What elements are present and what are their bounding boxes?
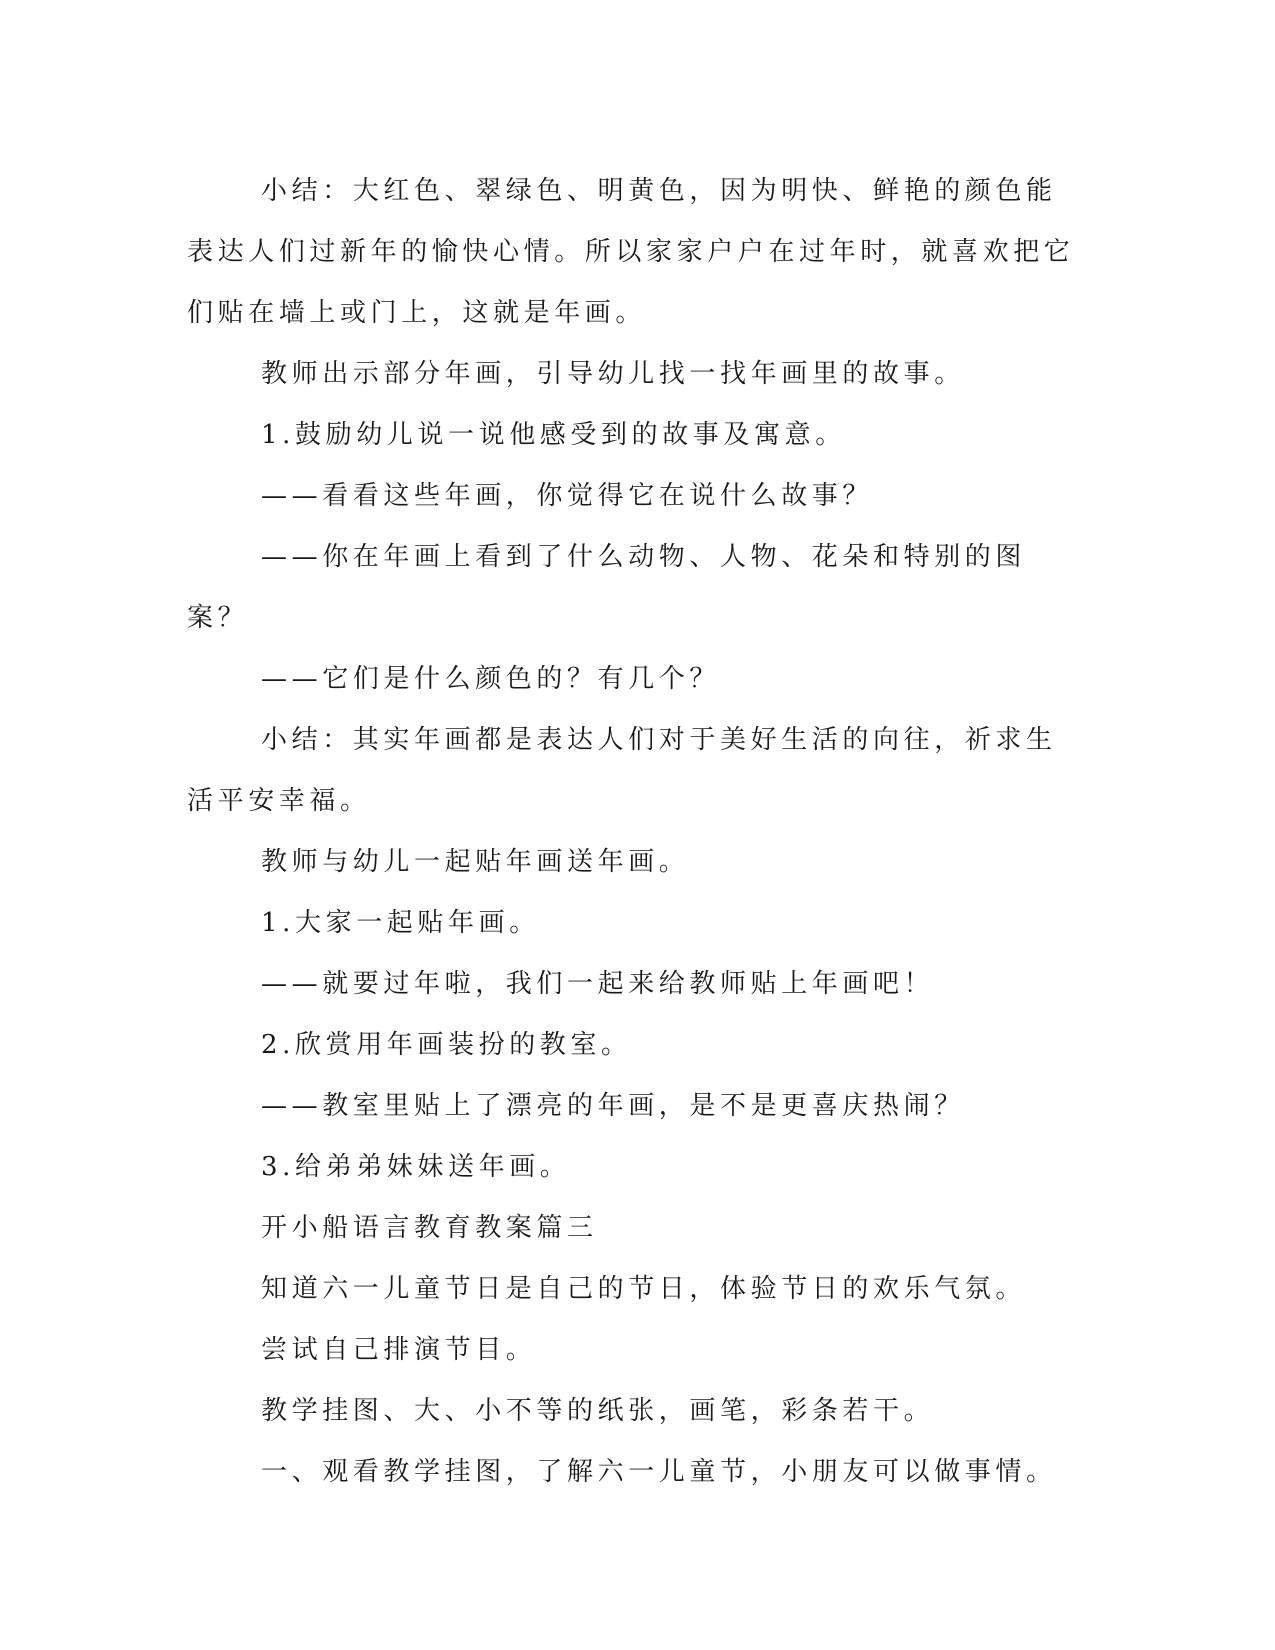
paragraph-step-give: 3.给弟弟妹妹送年画。: [261, 1152, 571, 1182]
paragraph-teacher-with-kids: 教师与幼儿一起贴年画送年画。: [261, 847, 690, 877]
paragraph-classroom: ——教室里贴上了漂亮的年画，是不是更喜庆热闹？: [261, 1091, 965, 1121]
paragraph-question-2: ——你在年画上看到了什么动物、人物、花朵和特别的图案？: [187, 542, 1027, 633]
paragraph-step-1: 1.鼓励幼儿说一说他感受到的故事及寓意。: [261, 420, 846, 450]
paragraph-materials: 教学挂图、大、小不等的纸张，画笔，彩条若干。: [261, 1396, 935, 1426]
paragraph-goal-1: 知道六一儿童节日是自己的节日，体验节日的欢乐气氛。: [261, 1274, 1027, 1304]
document-body: [187, 161, 1087, 1503]
paragraph-step-paste: 1.大家一起贴年画。: [261, 908, 540, 938]
paragraph-summary-colors: 小结：大红色、翠绿色、明黄色，因为明快、鲜艳的颜色能表达人们过新年的愉快心情。所以家家户户在过年时，就喜欢把它们贴在墙上或门上，这就是年画。: [187, 176, 1075, 328]
paragraph-goal-2: 尝试自己排演节目。: [261, 1335, 537, 1365]
paragraph-new-year: ——就要过年啦，我们一起来给教师贴上年画吧！: [261, 969, 935, 999]
section-heading: 开小船语言教育教案篇三: [261, 1213, 598, 1243]
paragraph-question-3: ——它们是什么颜色的？有几个？: [261, 664, 721, 694]
paragraph-step-admire: 2.欣赏用年画装扮的教室。: [261, 1030, 632, 1060]
paragraph-summary-wishes: 小结：其实年画都是表达人们对于美好生活的向往，祈求生活平安幸福。: [187, 725, 1057, 816]
paragraph-teacher-shows: 教师出示部分年画，引导幼儿找一找年画里的故事。: [261, 359, 965, 389]
paragraph-question-1: ——看看这些年画，你觉得它在说什么故事？: [261, 481, 874, 511]
paragraph-activity-1: 一、观看教学挂图，了解六一儿童节，小朋友可以做事情。: [261, 1457, 1057, 1487]
